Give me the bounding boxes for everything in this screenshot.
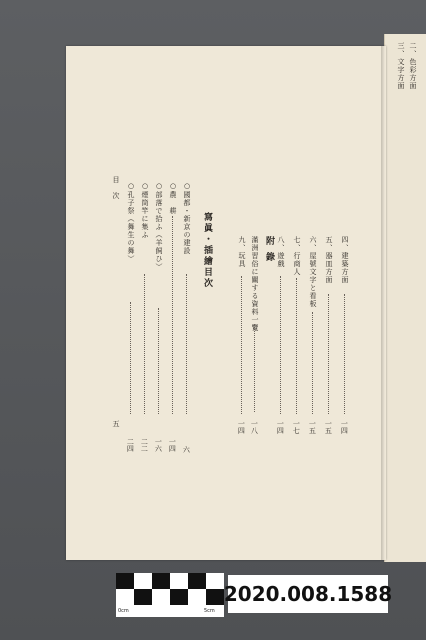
entry-8: 八、遊戲 (277, 236, 285, 268)
scale-cell (206, 589, 224, 605)
photo-item-1-page: 六 (182, 446, 191, 453)
appendix-item: 滿洲習俗に關する資料一覽 (251, 236, 259, 332)
entry-4-page: 一四 (340, 420, 349, 434)
running-footer-label: 目 次 (112, 176, 120, 200)
scale-cell (152, 589, 170, 605)
entry-5-leader (328, 294, 329, 414)
adjacent-line-1: 二、色彩方面 (409, 42, 417, 90)
scale-label-mid: 5cm (204, 608, 215, 614)
entry-5: 五、器皿方面 (325, 236, 333, 284)
entry-7-page: 一七 (292, 420, 301, 434)
appendix-page: 一八 (250, 420, 259, 434)
photo-item-2-leader (172, 216, 173, 414)
photo-item-5-page: 二四 (126, 438, 135, 452)
scale-cell (152, 573, 170, 589)
scale-cell (206, 573, 224, 589)
entry-9: 九、玩具 (238, 236, 246, 268)
entry-6: 六、屋號文字と看板 (309, 236, 317, 308)
photo-item-3-page: 一六 (154, 438, 163, 452)
scale-cell (134, 589, 152, 605)
photo-item-3-leader (158, 308, 159, 414)
running-footer-page: 五 (112, 420, 120, 428)
entry-6-leader (312, 312, 313, 414)
scale-cell (188, 573, 206, 589)
scale-cell (134, 573, 152, 589)
photo-item-3: ○部落で拾ふ（羊飼ひ） (155, 182, 163, 271)
entry-4-leader (344, 294, 345, 414)
entry-8-page: 一四 (276, 420, 285, 434)
entry-6-page: 一五 (308, 420, 317, 434)
entry-9-page: 一四 (237, 420, 246, 434)
appendix-marker: 附 (264, 236, 274, 247)
photo-item-5-leader (130, 302, 131, 414)
photo-item-2: ○農 耕 (169, 182, 177, 215)
scale-cell (116, 589, 134, 605)
scale-cell (170, 573, 188, 589)
photo-item-1: ○國都・新京の建設 (183, 182, 191, 255)
photo-item-1-leader (186, 274, 187, 414)
photo-item-5: ○孔子祭（舞生の舞） (127, 182, 135, 263)
entry-8-leader (280, 276, 281, 414)
entry-4: 四、建築方面 (341, 236, 349, 284)
accession-number-label: 2020.008.1588 (228, 575, 388, 613)
photo-item-4-page: 二二 (140, 438, 149, 452)
scale-label-left: 0cm (118, 608, 129, 614)
book-page (66, 46, 386, 560)
scale-cell (170, 589, 188, 605)
scale-cell (116, 573, 134, 589)
adjacent-page (384, 34, 426, 562)
photo-item-4-leader (144, 274, 145, 414)
entry-7-leader (296, 278, 297, 414)
entry-5-page: 一五 (324, 420, 333, 434)
page-gutter-shadow (381, 46, 385, 560)
scale-cell (188, 589, 206, 605)
entry-7: 七、行商人 (293, 236, 301, 276)
entry-9-leader (241, 276, 242, 414)
adjacent-line-2: 三、文字方面 (397, 42, 405, 90)
photo-item-2-page: 一四 (168, 438, 177, 452)
photo-section-title: 寫眞・插繪目次 (202, 212, 212, 289)
appendix-leader (254, 324, 255, 412)
appendix-title: 錄 (264, 252, 274, 263)
scale-bar (116, 573, 224, 617)
photo-item-4: ○煙筒竿に集ふ (141, 182, 149, 239)
